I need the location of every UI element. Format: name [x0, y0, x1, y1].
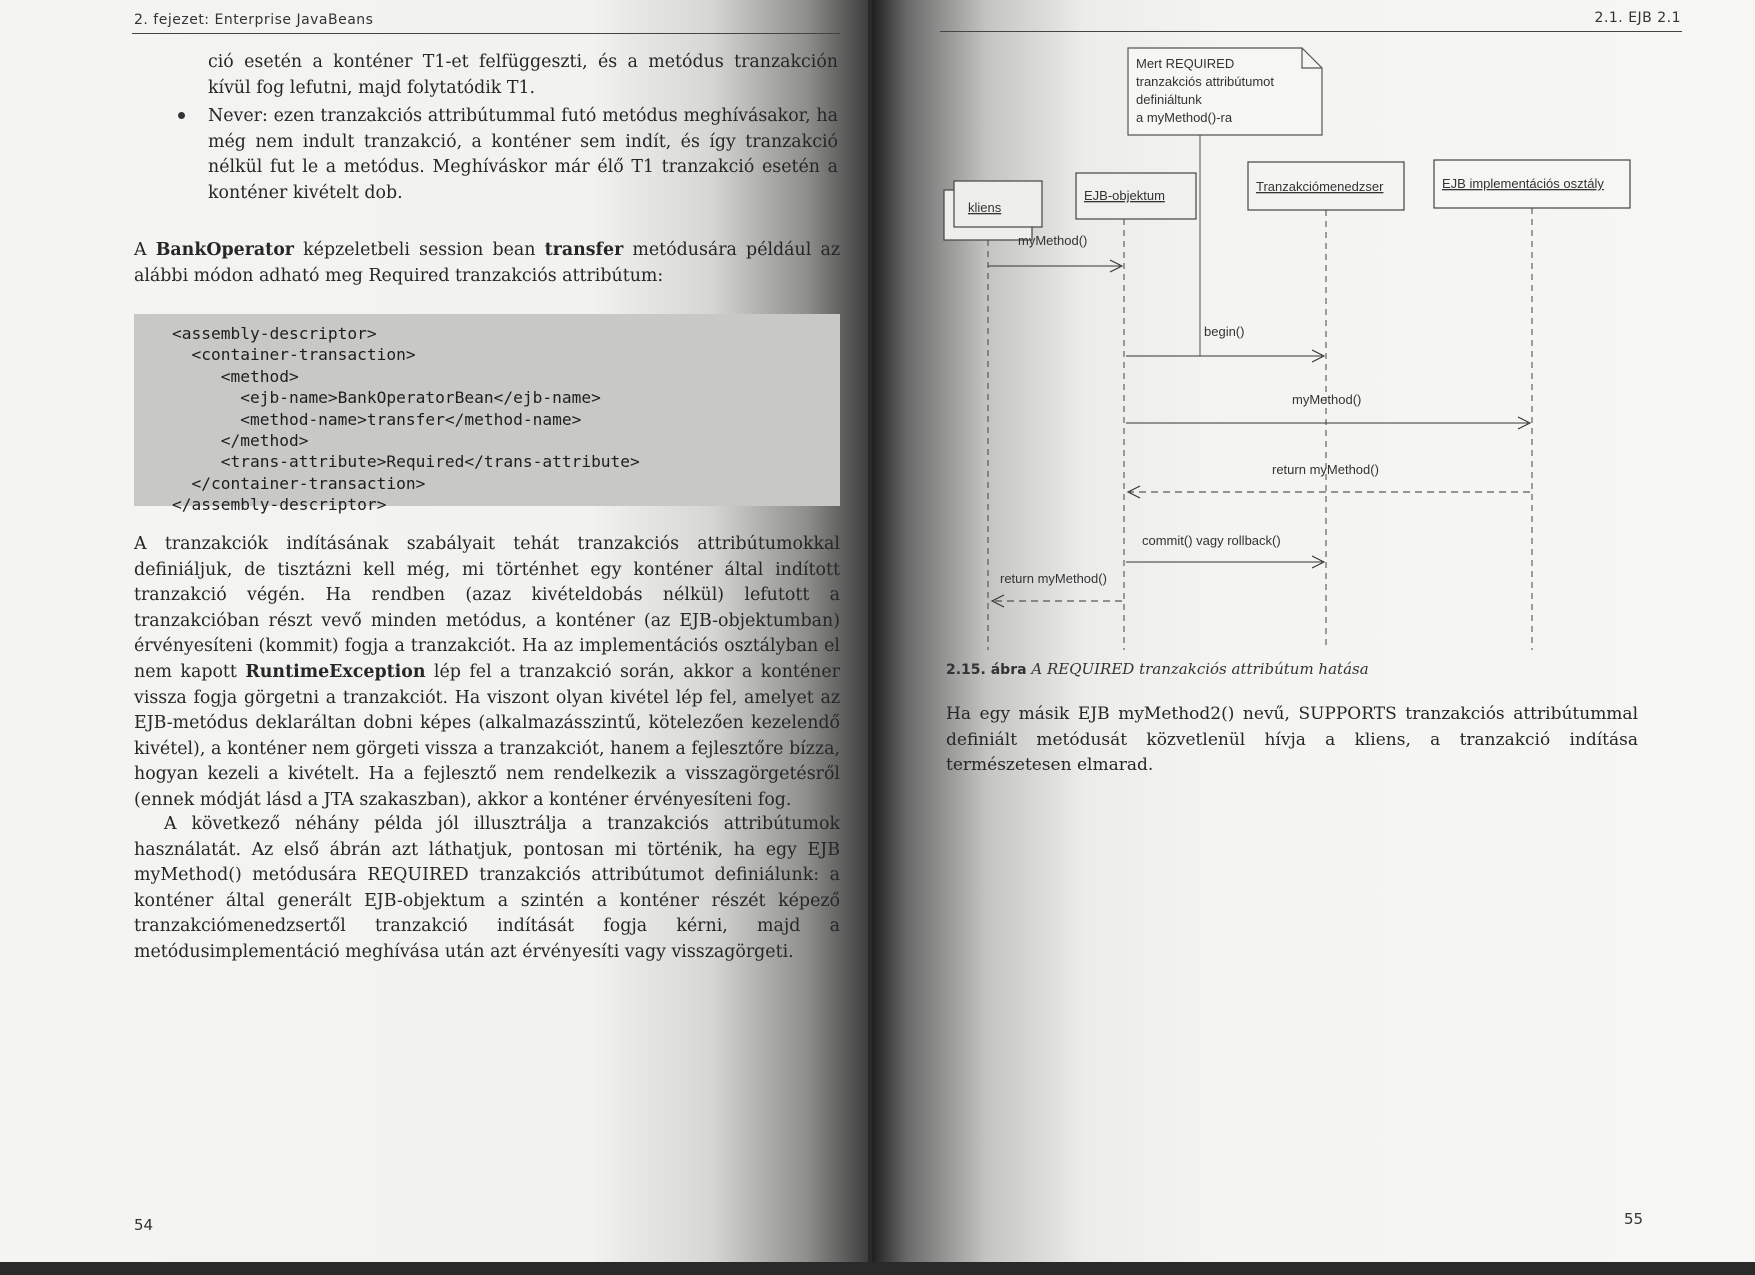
para1-text-1: A tranzakciók indításának szabályait tehát tranzakciós attribútumokkal definiáljuk, de tisztázni kell még, mi történhet egy konténer által indított tranzakció végén. Ha rendben (azaz kivételdobás nélkül) lefutott a tranzakcióban részt vevő minden metódus, a konténer (az EJB-objektumban) érvényesíteni (kommit) fogja a tranzakciót. Ha az implementációs osztályban el nem kapott: [134, 534, 840, 682]
code-line: <assembly-descriptor>: [172, 324, 377, 343]
message-begin: [1126, 324, 1324, 362]
actor-label: EJB implementációs osztály: [1442, 176, 1604, 191]
intro-text-2: képzeletbeli session bean: [293, 240, 545, 260]
actor-kliens: [944, 181, 1042, 240]
code-line: <method>: [172, 366, 299, 386]
message-commit-rollback: [1126, 533, 1324, 568]
actor-ejb-objektum: [1076, 173, 1196, 219]
para2-text: A következő néhány példa jól illusztrálja a tranzakciós attribútumok használatát. Az első ábrán azt láthatjuk, pontosan mi történik, ha egy EJB myMethod() metódusára REQUIRED tranzakciós attribútumot definiálunk: a konténer által generált EJB-objektum a szintén a konténer részét képező tranzakciómenedzsertől tranzakció indítását fogja kérni, majd a metódusimplementáció meghívása után azt érvényesíti vagy visszagörgeti.: [134, 814, 840, 962]
page-number-left: 54: [134, 1216, 154, 1234]
right-paragraph-text: Ha egy másik EJB myMethod2() nevű, SUPPORTS tranzakciós attribútummal definiált metódusát közvetlenül hívja a kliens, a tranzakció indítása természetesen elmarad.: [946, 704, 1638, 776]
intro-text-1: A: [134, 240, 156, 260]
actor-ejb-implementacios-osztaly: [1434, 160, 1630, 208]
figure-caption: [946, 660, 1369, 678]
message-label: return myMethod(): [1000, 571, 1107, 586]
code-line: </container-transaction>: [172, 473, 426, 493]
message-mymethod-2: [1126, 392, 1530, 429]
code-line: <trans-attribute>Required</trans-attribute>: [172, 452, 640, 472]
code-line: <container-transaction>: [172, 345, 416, 365]
code-line: </method>: [172, 431, 309, 451]
page-number-right: 55: [1624, 1210, 1644, 1228]
message-label: myMethod(): [1292, 392, 1362, 407]
note-line: Mert REQUIRED: [1136, 56, 1235, 71]
intro-text-3: metódusára például az alábbi módon adható meg Required tranzakciós attribútum:: [134, 240, 840, 286]
message-return-1: [1128, 462, 1530, 498]
note-line: tranzakciós attribútumot: [1136, 74, 1275, 89]
running-head-right: 2.1. EJB 2.1: [1594, 10, 1681, 26]
message-return-2: [992, 571, 1122, 607]
note-line: definiáltunk: [1136, 92, 1202, 107]
running-head-left: 2. fejezet: Enterprise JavaBeans: [134, 12, 374, 28]
code-line: <method-name>transfer</method-name>: [172, 409, 582, 429]
bullet-term: Never: [208, 106, 262, 126]
actor-tranzakciomenedzser: [1248, 162, 1404, 210]
bullet-text: : ezen tranzakciós attribútummal futó metódus meghívásakor, ha még nem indult tranzakció, a konténer sem indít, és így tranzakció nélkül fut le a metódus. Meghíváskor már élő T1 tranzakció esetén a konténer kivételt dob.: [208, 106, 838, 203]
code-line: <ejb-name>BankOperatorBean</ejb-name>: [172, 388, 601, 408]
message-label: begin(): [1204, 324, 1245, 339]
intro-bold-bankoperator: BankOperator: [155, 240, 294, 260]
para1-text-2: lép fel a tranzakció során, akkor a konténer vissza fogja görgetni a tranzakciót. Ha viszont olyan kivétel lép fel, amelyet az EJB-metódus deklaráltan dobni képes (alkalmazásszintű, kötelezően kezelendő kivétel), a konténer nem görgeti vissza a tranzakciót, hanem a fejlesztőre bízza, hogyan kezeli a kivételt. Ha a fejlesztő nem rendelkezik a visszagörgetésről (ennek módját lásd a JTA szakaszban), akkor a konténer érvényesíteni fog.: [134, 661, 840, 810]
caption-number: 2.15. ábra: [946, 662, 1027, 678]
para1-bold-runtimeexception: RuntimeException: [245, 661, 426, 682]
note-line: a myMethod()-ra: [1136, 110, 1233, 125]
note-box: [1128, 48, 1322, 135]
right-paragraph: [946, 702, 1638, 779]
message-label: myMethod(): [1018, 233, 1088, 248]
actor-label: kliens: [968, 200, 1002, 215]
message-label: return myMethod(): [1272, 462, 1379, 477]
message-label: commit() vagy rollback(): [1142, 533, 1281, 548]
caption-text: A REQUIRED tranzakciós attribútum hatása: [1031, 660, 1369, 678]
actor-label: Tranzakciómenedzser: [1256, 179, 1384, 194]
continuation-paragraph: ció esetén a konténer T1-et felfüggeszti, és a metódus tranzakción kívül fog lefutni, majd folytatódik T1.: [208, 52, 838, 98]
intro-bold-transfer: transfer: [544, 240, 624, 260]
actor-label: EJB-objektum: [1084, 188, 1165, 203]
code-line: </assembly-descriptor>: [172, 495, 387, 515]
